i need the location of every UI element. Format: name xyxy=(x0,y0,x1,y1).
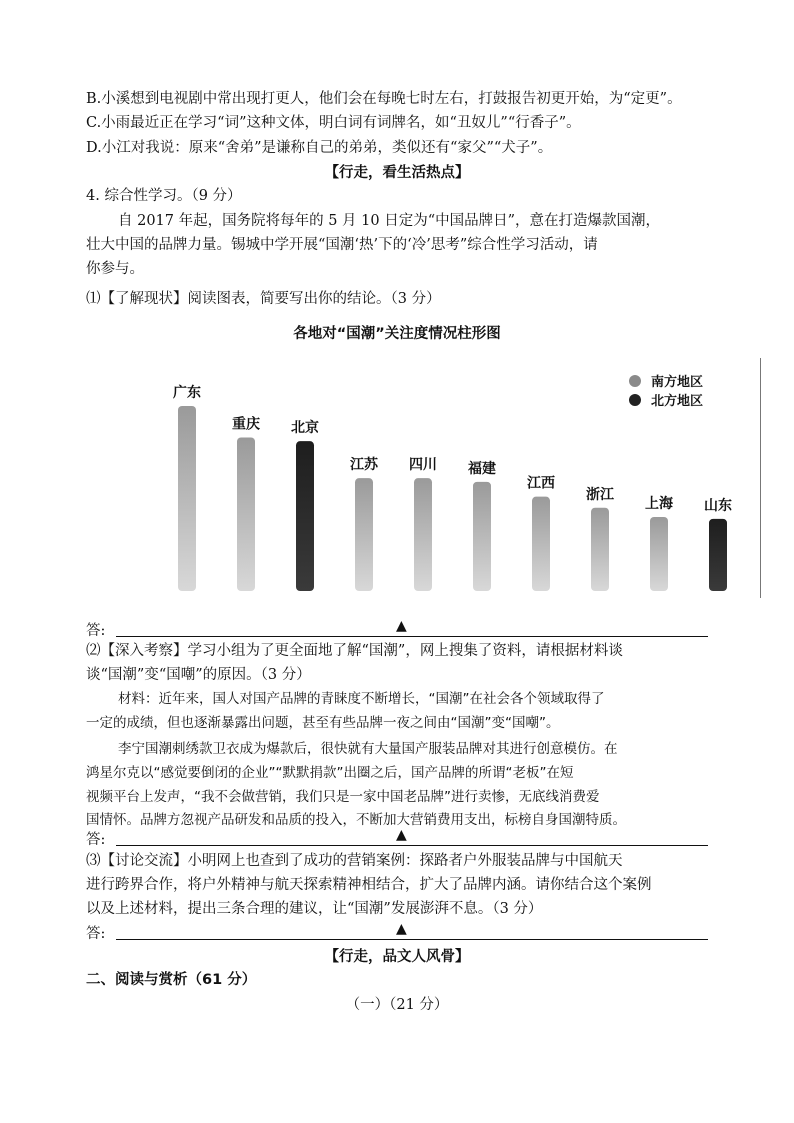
material-line-6: 国情怀。品牌方忽视产品研发和品质的投入，不断加大营销费用支出，标榜自身国潮特质。 xyxy=(86,812,626,828)
sub-question-3-line-2: 进行跨界合作，将户外精神与航天探索精神相结合，扩大了品牌内涵。请你结合这个案例 xyxy=(86,877,652,893)
answer-line-1[interactable] xyxy=(86,619,708,639)
sub-question-1: ⑴【了解现状】阅读图表，简要写出你的结论。（3 分） xyxy=(86,291,441,307)
q4-intro-line-1: 自 2017 年起，国务院将每年的 5 月 10 日定为“中国品牌日”，意在打造爆款国潮， xyxy=(118,213,661,229)
q4-intro-line-3: 你参与。 xyxy=(86,261,144,277)
bar-label-北京: 北京 xyxy=(291,420,319,437)
part-2-title: 二、阅读与赏析（61 分） xyxy=(86,972,257,988)
answer-label: 答: xyxy=(86,623,106,639)
bar-label-四川: 四川 xyxy=(409,457,437,474)
legend-swatch-0 xyxy=(629,375,641,387)
bar-label-重庆: 重庆 xyxy=(232,416,260,433)
bar-江西 xyxy=(532,497,550,591)
material-line-5: 视频平台上发声，“我不会做营销，我们只是一家中国老品牌”进行卖惨，无底线消费爱 xyxy=(86,789,600,805)
question-4-title: 4. 综合性学习。（9 分） xyxy=(86,188,242,204)
bar-label-江西: 江西 xyxy=(527,475,555,492)
answer-line-3[interactable] xyxy=(86,922,708,942)
sub-question-2-line-1: ⑵【深入考察】学习小组为了更全面地了解“国潮”，网上搜集了资料，请根据材料谈 xyxy=(86,643,623,659)
material-line-4: 鸿星尔克以“感觉要倒闭的企业”“默默捐款”出圈之后，国产品牌的所谓“老板”在短 xyxy=(86,765,574,781)
material-line-2: 一定的成绩，但也逐渐暴露出问题，甚至有些品牌一夜之间由“国潮”变“国嘲”。 xyxy=(86,715,560,731)
bar-label-广东: 广东 xyxy=(173,385,201,401)
bar-label-山东: 山东 xyxy=(704,497,732,514)
chart-title: 各地对“国潮”关注度情况柱形图 xyxy=(293,326,501,342)
bar-四川 xyxy=(414,478,432,591)
bar-label-上海: 上海 xyxy=(645,496,673,512)
bar-浙江 xyxy=(591,508,609,591)
material-line-3: 李宁国潮刺绣款卫衣成为爆款后，很快就有大量国产服装品牌对其进行创意模仿。在 xyxy=(118,741,618,757)
sub-question-3-line-3: 以及上述材料，提出三条合理的建议，让“国潮”发展澎湃不息。（3 分） xyxy=(86,901,543,917)
answer-underline xyxy=(116,939,708,940)
bar-上海 xyxy=(650,517,668,591)
answer-underline xyxy=(116,845,708,846)
bar-广东 xyxy=(178,406,196,591)
bar-北京 xyxy=(296,441,314,591)
answer-underline xyxy=(116,636,708,637)
triangle-marker: ▲ xyxy=(396,827,407,843)
legend-label-1: 北方地区 xyxy=(651,394,704,409)
sub-question-2-line-2: 谈“国潮”变“国嘲”的原因。（3 分） xyxy=(86,667,311,683)
chart-frame-edge xyxy=(760,358,761,598)
triangle-marker: ▲ xyxy=(396,618,407,634)
bar-福建 xyxy=(473,482,491,591)
legend-label-0: 南方地区 xyxy=(651,375,704,390)
triangle-marker: ▲ xyxy=(396,921,407,937)
section-heading-scholars: 【行走，品文人风骨】 xyxy=(324,948,470,965)
option-d: D.小江对我说：原来“舍弟”是谦称自己的弟弟，类似还有“家父”“犬子”。 xyxy=(86,140,553,156)
bar-label-福建: 福建 xyxy=(468,460,496,477)
part-2-subtitle: （一）（21 分） xyxy=(345,997,449,1013)
sub-question-3-line-1: ⑶【讨论交流】小明网上也查到了成功的营销案例：探路者户外服装品牌与中国航天 xyxy=(86,853,623,869)
bar-label-浙江: 浙江 xyxy=(586,486,614,503)
bar-重庆 xyxy=(237,437,255,591)
q4-intro-line-2: 壮大中国的品牌力量。锡城中学开展“国潮‘热’下的‘冷’思考”综合性学习活动，请 xyxy=(86,237,598,253)
option-c: C.小雨最近正在学习“词”这种文体，明白词有词牌名，如“丑奴儿”“行香子”。 xyxy=(86,115,581,131)
bar-label-江苏: 江苏 xyxy=(350,457,378,474)
answer-label: 答: xyxy=(86,926,106,942)
option-b: B.小溪想到电视剧中常出现打更人，他们会在每晚七时左右，打鼓报告初更开始，为“定更”。 xyxy=(86,91,682,107)
answer-line-2[interactable] xyxy=(86,828,708,848)
bar-江苏 xyxy=(355,478,373,591)
section-heading-life-hotspots: 【行走，看生活热点】 xyxy=(324,164,470,181)
legend-swatch-1 xyxy=(629,394,641,406)
bar-chart xyxy=(86,350,766,610)
bar-山东 xyxy=(709,519,727,591)
material-line-1: 材料：近年来，国人对国产品牌的青睐度不断增长，“国潮”在社会各个领域取得了 xyxy=(118,691,605,707)
answer-label: 答: xyxy=(86,832,106,848)
